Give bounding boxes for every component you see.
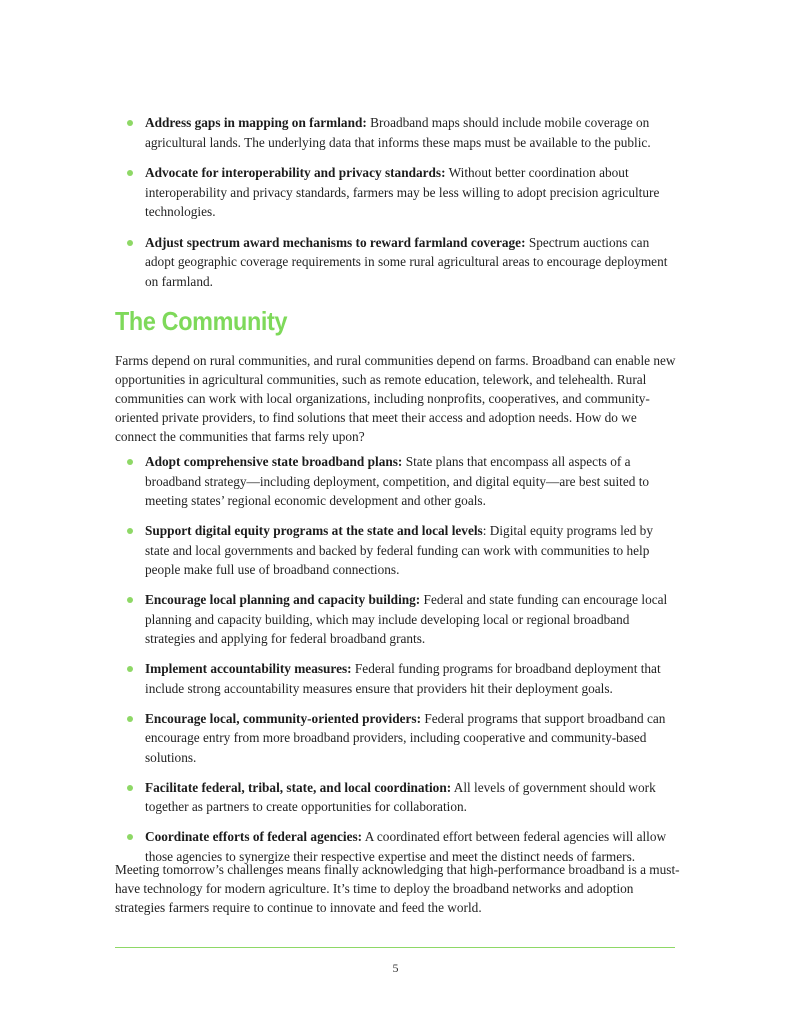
bullet-dot-icon	[127, 716, 133, 722]
bullet-lead: Adjust spectrum award mechanisms to reward farmland coverage:	[145, 234, 526, 250]
bullet-dot-icon	[127, 240, 133, 246]
bullet-lead: Implement accountability measures:	[145, 661, 352, 676]
policy-bullet-list	[115, 113, 675, 302]
page-number: 5	[392, 961, 399, 975]
bullet-lead: Address gaps in mapping on farmland:	[145, 115, 367, 130]
bullet-text: : Digital equity programs led by state and local governments and backed by federal funding can work with communities to help people make full use of broadband connections.	[145, 523, 653, 577]
bullet-item	[115, 233, 675, 292]
bullet-dot-icon	[127, 459, 133, 465]
closing-paragraph: Meeting tomorrow’s challenges means finally acknowledging that high-performance broadband is a must-have technology for modern agriculture. It’s time to deploy the broadband networks and adoption strategies farmers require to continue to innovate and feed the world.	[115, 862, 680, 915]
bullet-text: State plans that encompass all aspects of a broadband strategy—including deployment, competition, and digital equity—are best suited to meeting states’ regional economic development and other goals.	[145, 454, 650, 508]
bullet-dot-icon	[127, 666, 133, 672]
bullet-item	[115, 452, 677, 511]
bullet-dot-icon	[127, 834, 133, 840]
bullet-dot-icon	[127, 597, 133, 603]
bullet-lead: Adopt comprehensive state broadband plans:	[145, 454, 403, 469]
bullet-lead: Facilitate federal, tribal, state, and local coordination:	[145, 779, 452, 795]
section-title: The Community	[115, 306, 288, 336]
bullet-item	[115, 590, 677, 649]
bullet-item	[115, 113, 675, 152]
bullet-text: A coordinated effort between federal agencies will allow those agencies to synergize their respective expertise and meet the distinct needs of farmers.	[145, 829, 667, 864]
bullet-item	[115, 709, 677, 768]
bullet-text: Federal and state funding can encourage local planning and capacity building, which may include developing local or regional broadband strategies and applying for federal broadband grants.	[145, 592, 668, 646]
bullet-lead: Advocate for interoperability and privacy standards:	[145, 165, 446, 180]
bullet-lead: Encourage local, community-oriented providers:	[145, 710, 422, 726]
bullet-text: Broadband maps should include mobile coverage on agricultural lands. The underlying data that informs these maps must be available to the public.	[145, 115, 651, 150]
bullet-lead: Coordinate efforts of federal agencies:	[145, 829, 363, 844]
bullet-dot-icon	[127, 170, 133, 176]
bullet-text: All levels of government should work together as partners to create opportunities for collaboration.	[145, 779, 656, 814]
bullet-item	[115, 659, 677, 698]
section-intro: Farms depend on rural communities, and rural communities depend on farms. Broadband can enable new opportunities in agricultural communities, such as remote education, telework, and telehealth. Rural communities can work with local organizations, including nonprofits, cooperatives, and community-oriented private providers, to find solutions that meet their access and adoption needs. How do we connect the communities that farms rely upon?	[115, 353, 676, 444]
bullet-text: Without better coordination about interoperability and privacy standards, farmers may be less willing to adopt precision agriculture technologies.	[145, 165, 660, 219]
bullet-text: Federal programs that support broadband can encourage entry from more broadband providers, including cooperative and community-based solutions.	[145, 710, 666, 765]
bullet-item	[115, 778, 677, 817]
community-bullet-list	[115, 452, 677, 877]
footer-divider	[115, 947, 675, 948]
bullet-item	[115, 521, 677, 580]
bullet-item	[115, 163, 675, 222]
bullet-text: Federal funding programs for broadband deployment that include strong accountability measures ensure that providers hit their deployment goals.	[145, 661, 661, 696]
bullet-dot-icon	[127, 785, 133, 791]
bullet-text: Spectrum auctions can adopt geographic coverage requirements in some rural agricultural areas to encourage deployment on farmland.	[145, 234, 668, 289]
bullet-lead: Support digital equity programs at the state and local levels	[145, 523, 483, 538]
bullet-dot-icon	[127, 120, 133, 126]
bullet-dot-icon	[127, 528, 133, 534]
bullet-lead: Encourage local planning and capacity building:	[145, 592, 421, 607]
